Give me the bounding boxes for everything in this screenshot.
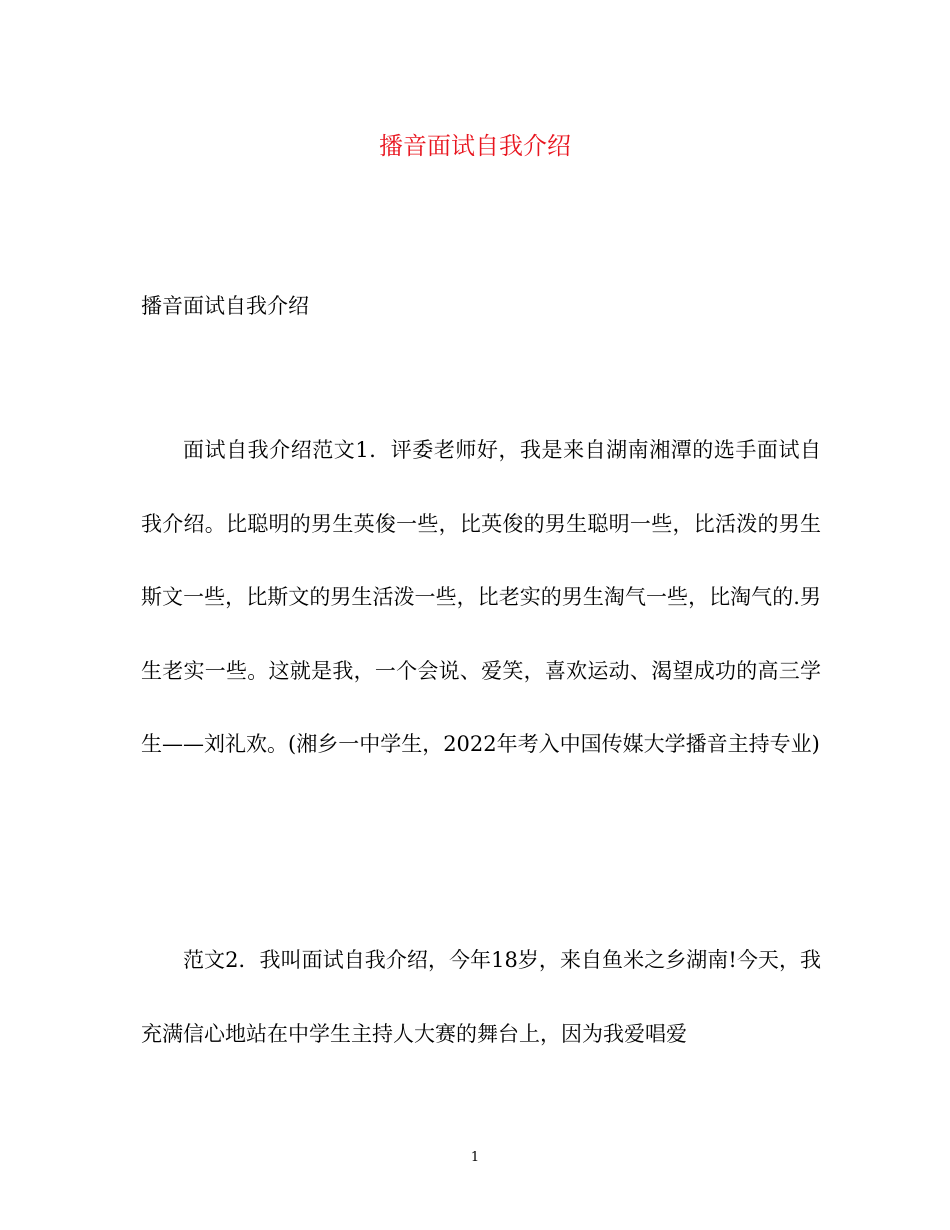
page-number: 1	[470, 1150, 480, 1165]
paragraph-sample-2: 范文2．我叫面试自我介绍，今年18岁，来自鱼米之乡湖南!今天，我充满信心地站在中学生主持人大赛的舞台上，因为我爱唱爱	[141, 948, 821, 1046]
page-title: 播音面试自我介绍	[379, 132, 571, 160]
document-subtitle: 播音面试自我介绍	[141, 294, 309, 318]
paragraph-sample-1: 面试自我介绍范文1．评委老师好，我是来自湖南湘潭的选手面试自我介绍。比聪明的男生英俊一些，比英俊的男生聪明一些，比活泼的男生斯文一些，比斯文的男生活泼一些，比老实的男生淘气一些，比淘气的.男生老实一些。这就是我，一个会说、爱笑，喜欢运动、渴望成功的高三学生——刘礼欢。(湘乡一中学生，2022年考入中国传媒大学播音主持专业)	[141, 438, 821, 756]
